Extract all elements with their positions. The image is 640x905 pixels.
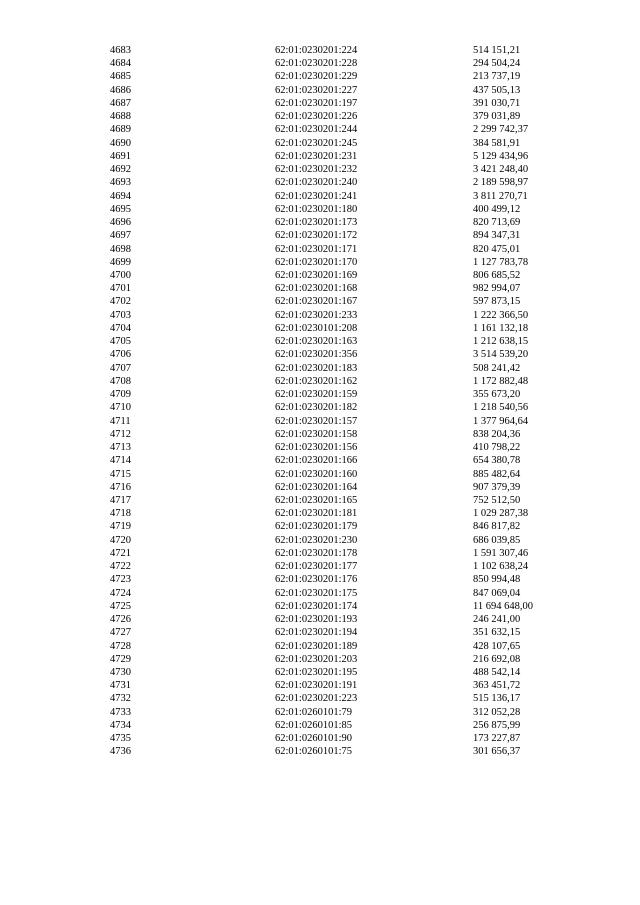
cadastral-number: 62:01:0230201:182 (275, 402, 358, 414)
cadastral-number: 62:01:0230201:177 (275, 561, 358, 573)
cadastral-value: 907 379,39 (473, 481, 521, 493)
cadastral-value: 1 377 964,64 (473, 415, 529, 427)
table-row (0, 520, 640, 533)
table-row (0, 57, 640, 70)
cadastral-number: 62:01:0230201:197 (275, 97, 358, 109)
cadastral-number: 62:01:0230201:224 (275, 45, 358, 56)
table-row (0, 203, 640, 216)
row-number: 4713 (110, 442, 131, 454)
cadastral-number: 62:01:0230201:157 (275, 415, 358, 427)
cadastral-value: 515 136,17 (473, 693, 521, 705)
cadastral-value: 846 817,82 (473, 521, 521, 533)
cadastral-number: 62:01:0260101:90 (275, 733, 353, 745)
row-number: 4711 (110, 415, 131, 427)
cadastral-number: 62:01:0230201:231 (275, 150, 358, 162)
cadastral-value: 437 505,13 (473, 84, 521, 96)
cadastral-number: 62:01:0230201:162 (275, 375, 358, 387)
table-row (0, 745, 640, 758)
cadastral-value: 5 129 434,96 (473, 150, 529, 162)
row-number: 4689 (110, 124, 131, 136)
cadastral-number: 62:01:0230201:180 (275, 203, 358, 215)
table-row (0, 190, 640, 203)
cadastral-value: 246 241,00 (473, 614, 521, 626)
cadastral-value: 850 994,48 (473, 574, 521, 586)
row-number: 4709 (110, 389, 131, 401)
table-row (0, 362, 640, 375)
cadastral-value: 2 189 598,97 (473, 177, 529, 189)
cadastral-number: 62:01:0230201:230 (275, 534, 358, 546)
row-number: 4699 (110, 256, 131, 268)
table-row (0, 415, 640, 428)
table-row (0, 640, 640, 653)
table-row (0, 613, 640, 626)
table-row (0, 309, 640, 322)
row-number: 4707 (110, 362, 131, 374)
row-number: 4684 (110, 58, 131, 70)
cadastral-value: 3 514 539,20 (473, 349, 529, 361)
table-row (0, 468, 640, 481)
row-number: 4690 (110, 137, 131, 149)
table-row (0, 401, 640, 414)
cadastral-value: 351 632,15 (473, 627, 521, 639)
cadastral-number: 62:01:0230201:159 (275, 389, 358, 401)
table-row (0, 282, 640, 295)
table-row (0, 428, 640, 441)
table-row (0, 626, 640, 639)
table-row (0, 375, 640, 388)
row-number: 4736 (110, 746, 131, 758)
table-row (0, 692, 640, 705)
row-number: 4717 (110, 494, 131, 506)
row-number: 4701 (110, 283, 131, 295)
table-row (0, 335, 640, 348)
cadastral-number: 62:01:0230201:165 (275, 494, 358, 506)
table-row (0, 534, 640, 547)
cadastral-value: 213 737,19 (473, 71, 521, 83)
cadastral-number: 62:01:0230201:245 (275, 137, 358, 149)
row-number: 4687 (110, 97, 131, 109)
cadastral-number: 62:01:0230201:181 (275, 508, 358, 520)
cadastral-value: 3 811 270,71 (473, 190, 528, 202)
table-row (0, 322, 640, 335)
cadastral-value: 1 218 540,56 (473, 402, 529, 414)
cadastral-number: 62:01:0230201:189 (275, 640, 358, 652)
cadastral-value: 428 107,65 (473, 640, 521, 652)
table-row (0, 176, 640, 189)
cadastral-number: 62:01:0230201:227 (275, 84, 358, 96)
table-row (0, 600, 640, 613)
cadastral-number: 62:01:0230201:232 (275, 164, 358, 176)
row-number: 4722 (110, 561, 131, 573)
row-number: 4683 (110, 45, 131, 56)
table-row (0, 706, 640, 719)
row-number: 4712 (110, 428, 131, 440)
cadastral-number: 62:01:0230201:191 (275, 680, 358, 692)
cadastral-value: 363 451,72 (473, 680, 521, 692)
cadastral-value: 312 052,28 (473, 706, 521, 718)
table-row (0, 84, 640, 97)
table-row (0, 653, 640, 666)
cadastral-number: 62:01:0230201:169 (275, 269, 358, 281)
row-number: 4695 (110, 203, 131, 215)
cadastral-number: 62:01:0230201:178 (275, 547, 358, 559)
row-number: 4694 (110, 190, 131, 202)
table-row (0, 388, 640, 401)
table-row (0, 679, 640, 692)
row-number: 4714 (110, 455, 131, 467)
cadastral-value: 838 204,36 (473, 428, 521, 440)
row-number: 4688 (110, 111, 131, 123)
cadastral-value: 654 380,78 (473, 455, 521, 467)
cadastral-value: 847 069,04 (473, 587, 521, 599)
cadastral-value: 294 504,24 (473, 58, 521, 70)
cadastral-number: 62:01:0230201:176 (275, 574, 358, 586)
cadastral-number: 62:01:0230201:172 (275, 230, 358, 242)
table-row (0, 110, 640, 123)
row-number: 4724 (110, 587, 131, 599)
cadastral-value: 806 685,52 (473, 269, 521, 281)
row-number: 4731 (110, 680, 131, 692)
row-number: 4729 (110, 653, 131, 665)
cadastral-number: 62:01:0230201:183 (275, 362, 358, 374)
cadastral-number: 62:01:0230201:170 (275, 256, 358, 268)
table-row (0, 269, 640, 282)
row-number: 4732 (110, 693, 131, 705)
row-number: 4703 (110, 309, 131, 321)
table-row (0, 163, 640, 176)
cadastral-number: 62:01:0230201:244 (275, 124, 358, 136)
row-number: 4686 (110, 84, 131, 96)
cadastral-number: 62:01:0230101:208 (275, 322, 358, 334)
row-number: 4704 (110, 322, 131, 334)
row-number: 4685 (110, 71, 131, 83)
row-number: 4716 (110, 481, 131, 493)
cadastral-value: 1 212 638,15 (473, 336, 529, 348)
table-row (0, 587, 640, 600)
table-row (0, 123, 640, 136)
cadastral-number: 62:01:0230201:158 (275, 428, 358, 440)
table-row (0, 216, 640, 229)
cadastral-number: 62:01:0230201:156 (275, 442, 358, 454)
table-row (0, 732, 640, 745)
cadastral-number: 62:01:0230201:233 (275, 309, 358, 321)
row-number: 4705 (110, 336, 131, 348)
table-row (0, 243, 640, 256)
row-number: 4719 (110, 521, 131, 533)
row-number: 4733 (110, 706, 131, 718)
table-row (0, 454, 640, 467)
row-number: 4715 (110, 468, 131, 480)
cadastral-value: 686 039,85 (473, 534, 521, 546)
cadastral-value: 752 512,50 (473, 494, 521, 506)
cadastral-value: 820 713,69 (473, 217, 521, 229)
row-number: 4706 (110, 349, 131, 361)
table-row (0, 97, 640, 110)
row-number: 4730 (110, 667, 131, 679)
cadastral-number: 62:01:0230201:226 (275, 111, 358, 123)
cadastral-value: 391 030,71 (473, 97, 521, 109)
cadastral-value: 11 694 648,00 (473, 600, 533, 612)
cadastral-number: 62:01:0260101:75 (275, 746, 353, 758)
table-row (0, 150, 640, 163)
table-row (0, 256, 640, 269)
cadastral-number: 62:01:0230201:173 (275, 217, 358, 229)
cadastral-number: 62:01:0230201:168 (275, 283, 358, 295)
cadastral-value: 1 161 132,18 (473, 322, 529, 334)
row-number: 4697 (110, 230, 131, 242)
row-number: 4727 (110, 627, 131, 639)
cadastral-value: 1 591 307,46 (473, 547, 529, 559)
table-row (0, 295, 640, 308)
cadastral-value: 1 222 366,50 (473, 309, 529, 321)
cadastral-value: 216 692,08 (473, 653, 521, 665)
row-number: 4721 (110, 547, 131, 559)
cadastral-value: 379 031,89 (473, 111, 521, 123)
cadastral-value: 410 798,22 (473, 442, 521, 454)
cadastral-number: 62:01:0230201:174 (275, 600, 358, 612)
table-row (0, 547, 640, 560)
cadastral-value: 508 241,42 (473, 362, 521, 374)
cadastral-number: 62:01:0230201:203 (275, 653, 358, 665)
cadastral-number: 62:01:0230201:241 (275, 190, 358, 202)
row-number: 4726 (110, 614, 131, 626)
cadastral-table (0, 44, 640, 759)
row-number: 4696 (110, 217, 131, 229)
cadastral-number: 62:01:0230201:194 (275, 627, 358, 639)
row-number: 4692 (110, 164, 131, 176)
table-row (0, 481, 640, 494)
cadastral-value: 2 299 742,37 (473, 124, 529, 136)
table-row (0, 137, 640, 150)
cadastral-value: 400 499,12 (473, 203, 521, 215)
row-number: 4702 (110, 296, 131, 308)
cadastral-number: 62:01:0260101:79 (275, 706, 353, 718)
table-row (0, 70, 640, 83)
cadastral-number: 62:01:0230201:228 (275, 58, 358, 70)
cadastral-number: 62:01:0230201:240 (275, 177, 358, 189)
cadastral-number: 62:01:0230201:171 (275, 243, 358, 255)
cadastral-number: 62:01:0230201:163 (275, 336, 358, 348)
table-row (0, 441, 640, 454)
cadastral-number: 62:01:0230201:167 (275, 296, 358, 308)
table-row (0, 666, 640, 679)
row-number: 4720 (110, 534, 131, 546)
cadastral-number: 62:01:0230201:229 (275, 71, 358, 83)
row-number: 4700 (110, 269, 131, 281)
cadastral-value: 1 029 287,38 (473, 508, 529, 520)
cadastral-value: 384 581,91 (473, 137, 521, 149)
cadastral-value: 514 151,21 (473, 45, 521, 56)
row-number: 4734 (110, 719, 131, 731)
row-number: 4698 (110, 243, 131, 255)
cadastral-number: 62:01:0230201:193 (275, 614, 358, 626)
cadastral-value: 1 102 638,24 (473, 561, 529, 573)
table-row (0, 348, 640, 361)
cadastral-number: 62:01:0230201:223 (275, 693, 358, 705)
cadastral-value: 894 347,31 (473, 230, 521, 242)
cadastral-value: 173 227,87 (473, 733, 521, 745)
cadastral-value: 1 172 882,48 (473, 375, 529, 387)
cadastral-number: 62:01:0230201:179 (275, 521, 358, 533)
cadastral-number: 62:01:0230201:195 (275, 667, 358, 679)
cadastral-number: 62:01:0230201:356 (275, 349, 358, 361)
row-number: 4691 (110, 150, 131, 162)
row-number: 4728 (110, 640, 131, 652)
table-row (0, 719, 640, 732)
cadastral-value: 982 994,07 (473, 283, 521, 295)
table-row (0, 494, 640, 507)
cadastral-value: 3 421 248,40 (473, 164, 529, 176)
row-number: 4723 (110, 574, 131, 586)
table-row (0, 560, 640, 573)
cadastral-number: 62:01:0260101:85 (275, 719, 353, 731)
cadastral-value: 301 656,37 (473, 746, 521, 758)
row-number: 4725 (110, 600, 131, 612)
cadastral-value: 256 875,99 (473, 719, 521, 731)
cadastral-value: 820 475,01 (473, 243, 521, 255)
cadastral-number: 62:01:0230201:175 (275, 587, 358, 599)
row-number: 4710 (110, 402, 131, 414)
table-row (0, 44, 640, 57)
cadastral-number: 62:01:0230201:160 (275, 468, 358, 480)
cadastral-number: 62:01:0230201:166 (275, 455, 358, 467)
row-number: 4735 (110, 733, 131, 745)
table-row (0, 573, 640, 586)
table-row (0, 229, 640, 242)
row-number: 4708 (110, 375, 131, 387)
cadastral-value: 355 673,20 (473, 389, 521, 401)
cadastral-value: 885 482,64 (473, 468, 521, 480)
cadastral-value: 488 542,14 (473, 667, 521, 679)
cadastral-number: 62:01:0230201:164 (275, 481, 358, 493)
row-number: 4718 (110, 508, 131, 520)
table-row (0, 507, 640, 520)
cadastral-value: 1 127 783,78 (473, 256, 529, 268)
cadastral-value: 597 873,15 (473, 296, 521, 308)
row-number: 4693 (110, 177, 131, 189)
